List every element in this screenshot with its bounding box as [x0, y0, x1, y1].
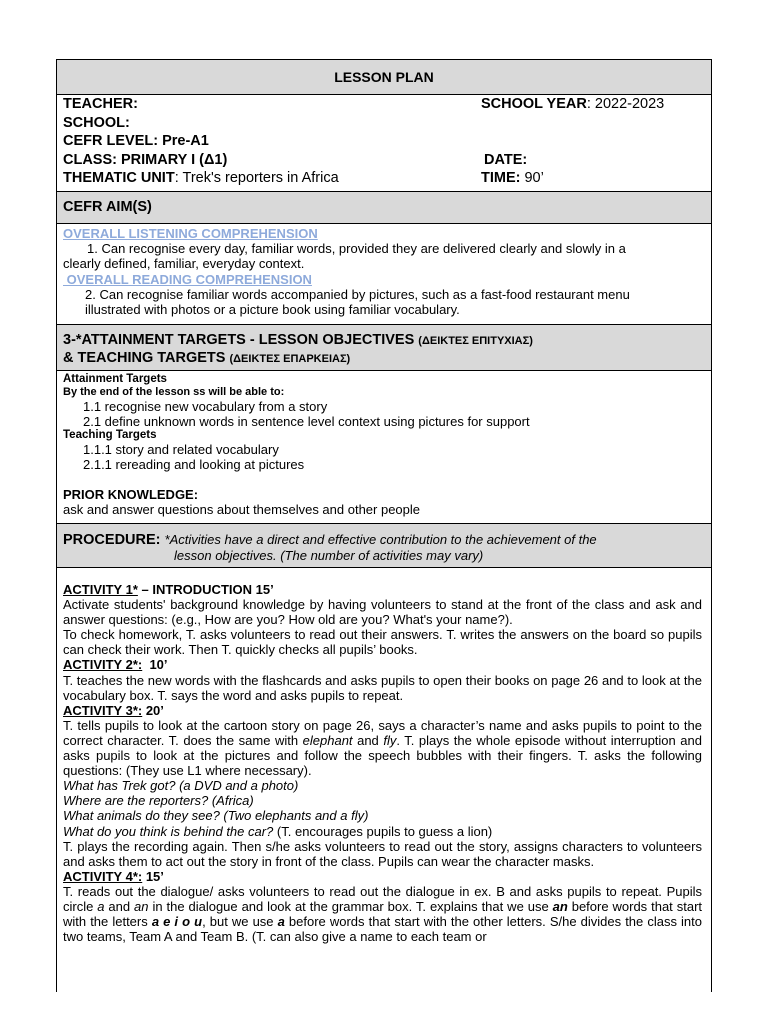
activity-4-text: T. reads out the dialogue/ asks volunteers to read out the dialogue in ex. B and asks pupils to repeat. Pupils circle a and an in the dialogue and look at the grammar box. T. explains that we use an before words that start with the letters a e i o u, but we use a before words that start with the other letters. S/he divides the class into two teams, Team A and Team B. (T. can also give a name to each team or: [63, 883, 703, 945]
class-line: [63, 151, 705, 170]
attainment-label: Attainment Targets: [63, 373, 167, 385]
activity-4-heading: ACTIVITY 4*: 15’: [63, 868, 164, 884]
page-title: LESSON PLAN: [57, 60, 711, 95]
cefr-aims-heading: CEFR AIM(S): [57, 192, 711, 224]
listening-heading: OVERALL LISTENING COMPREHENSION: [63, 226, 318, 241]
school-year: SCHOOL YEAR: 2022-2023: [481, 96, 665, 112]
cefr-aims: [57, 224, 711, 325]
reading-text-2: illustrated with photos or a picture book using familiar vocabulary.: [85, 302, 460, 318]
teaching-2: 2.1.1 rereading and looking at pictures: [83, 457, 305, 473]
question-3: What animals do they see? (Two elephants and a fly): [63, 808, 369, 824]
question-2: Where are the reporters? (Africa): [63, 793, 254, 809]
activity-3-text-2: T. plays the recording again. Then s/he asks volunteers to read out the story, assigns characters to volunteers and asks them to act out the story in front of the class. Pupils can wear the character masks.: [63, 838, 702, 869]
reading-text-1: 2. Can recognise familiar words accompanied by pictures, such as a fast-food restaurant menu: [85, 286, 630, 302]
question-4: What do you think is behind the car? (T. encourages pupils to guess a lion): [63, 823, 493, 839]
targets-section: [57, 371, 711, 524]
activity-1-text-1: Activate students' background knowledge by having volunteers to stand at the front of the class and ask and answer questions: (e.g., How are you? How old are you? What's your name?).: [63, 597, 702, 628]
activity-2-heading: ACTIVITY 2*: 10’: [63, 657, 168, 673]
teaching-1: 1.1.1 story and related vocabulary: [83, 442, 279, 458]
date-label: DATE:: [484, 151, 528, 168]
prior-knowledge-label: PRIOR KNOWLEDGE:: [63, 487, 199, 503]
class-label: CLASS: PRIMARY I (Δ1): [63, 151, 228, 168]
thematic-line: [63, 169, 705, 188]
procedure-label: PROCEDURE:: [63, 532, 165, 548]
info-section: [57, 95, 711, 192]
listening-text-1: 1. Can recognise every day, familiar words, provided they are delivered clearly and slowly in a: [87, 241, 626, 257]
attainment-1: 1.1 recognise new vocabulary from a story: [83, 399, 328, 414]
thematic-label: THEMATIC UNIT: [63, 170, 175, 186]
prior-knowledge-text: ask and answer questions about themselves and other people: [63, 502, 421, 518]
activity-3-heading: ACTIVITY 3*: 20’: [63, 702, 164, 718]
teacher-label: TEACHER:: [63, 96, 138, 112]
procedure-section: [57, 568, 711, 992]
teacher-line: [63, 95, 705, 114]
teaching-label: Teaching Targets: [63, 429, 157, 442]
time: TIME: 90’: [481, 170, 544, 186]
thematic-value: : Trek's reporters in Africa: [174, 170, 339, 186]
by-end-label: By the end of the lesson ss will be able to:: [63, 386, 285, 398]
targets-heading: 3-*ATTAINMENT TARGETS - LESSON OBJECTIVES (ΔΕΙΚΤΕΣ ΕΠΙΤΥΧΙΑΣ) & TEACHING TARGETS (ΔΕΙΚΤΕΣ ΕΠΑΡΚΕΙΑΣ): [57, 325, 711, 371]
procedure-note-2: lesson objectives. (The number of activities may vary): [174, 548, 484, 563]
activity-1-text-2: To check homework, T. asks volunteers to read out their answers. T. writes the answers on the board so pupils can check their work. Then T. quickly checks all pupils’ books.: [63, 627, 702, 658]
activity-1-heading: ACTIVITY 1* – INTRODUCTION 15’: [63, 582, 274, 597]
reading-heading: OVERALL READING COMPREHENSION: [63, 271, 312, 287]
procedure-note-1: *Activities have a direct and effective contribution to the achievement of the: [164, 532, 597, 547]
cefr-level: CEFR LEVEL: Pre-A1: [63, 133, 209, 149]
attainment-2: 2.1 define unknown words in sentence level context using pictures for support: [83, 414, 530, 430]
question-1: What has Trek got? (a DVD and a photo): [63, 778, 299, 794]
activity-3-text-1: T. tells pupils to look at the cartoon story on page 26, says a character’s name and asks pupils to point to the correct character. T. does the same with elephant and fly. T. plays the whole episode without interruption and asks pupils to look at the pictures and follow the speech bubbles with their fingers. T. asks the following questions: (They use L1 where necessary).: [63, 717, 702, 779]
activity-2-text: T. teaches the new words with the flashcards and asks pupils to open their books on page 26 and to look at the vocabulary box. T. says the word and asks pupils to repeat.: [63, 672, 702, 703]
procedure-heading: [57, 524, 711, 568]
listening-text-2: clearly defined, familiar, everyday context.: [63, 256, 305, 272]
school-label: SCHOOL:: [63, 114, 130, 131]
lesson-plan-table: [56, 59, 712, 992]
